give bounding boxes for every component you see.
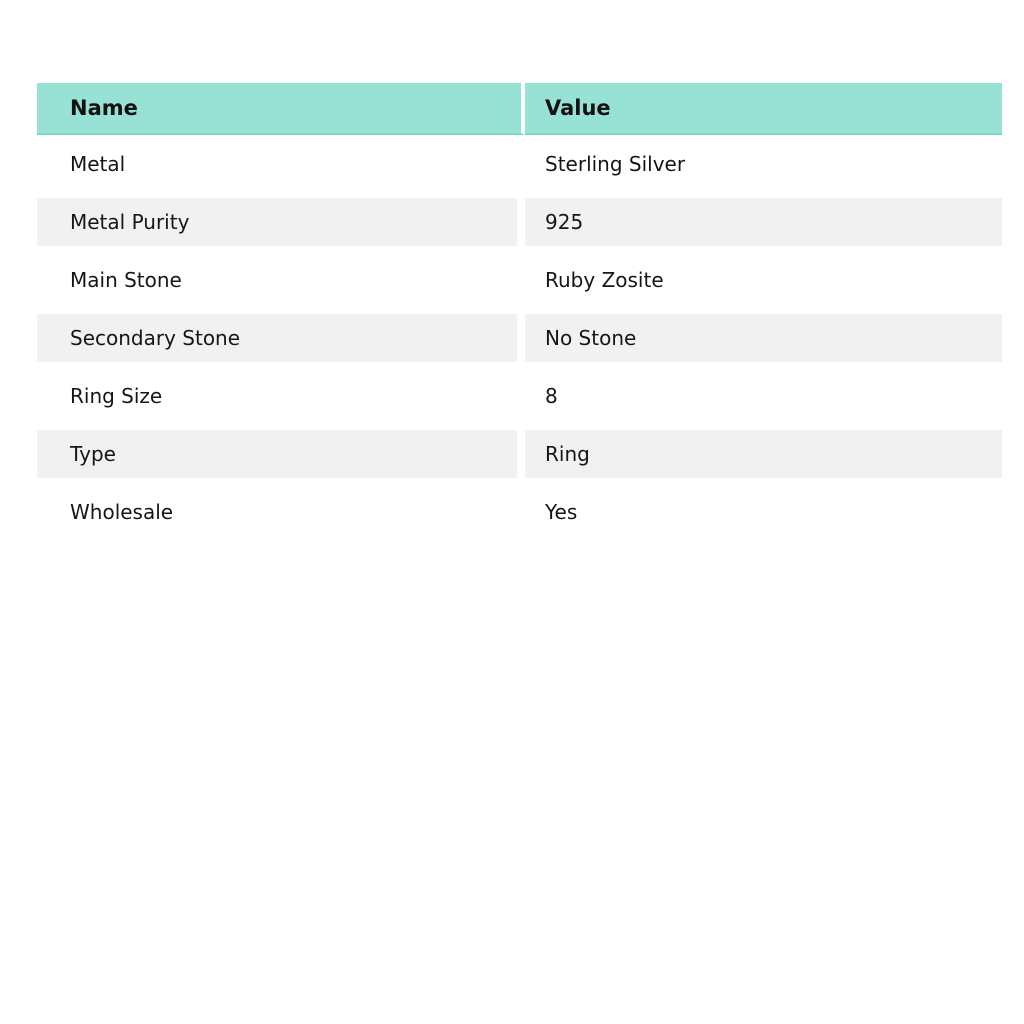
attribute-value-cell: Ring	[525, 425, 1002, 483]
attribute-name-cell: Ring Size	[37, 367, 525, 425]
table-row	[37, 367, 1002, 425]
table-row	[37, 425, 1002, 483]
attribute-value-cell: Sterling Silver	[525, 135, 1002, 193]
table-row	[37, 135, 1002, 193]
attribute-name-cell: Type	[37, 425, 525, 483]
attribute-name-cell: Main Stone	[37, 251, 525, 309]
attribute-value-cell: Yes	[525, 483, 1002, 541]
attribute-value-cell: 925	[525, 193, 1002, 251]
attribute-value-cell: Ruby Zosite	[525, 251, 1002, 309]
table-header	[37, 83, 1002, 135]
table-body	[37, 135, 1002, 541]
column-header-value: Value	[525, 83, 1002, 135]
table-row	[37, 309, 1002, 367]
column-header-name: Name	[37, 83, 525, 135]
table-row	[37, 193, 1002, 251]
attribute-value-cell: 8	[525, 367, 1002, 425]
table-row	[37, 251, 1002, 309]
attribute-name-cell: Metal Purity	[37, 193, 525, 251]
product-attributes-table	[37, 83, 1002, 541]
header-row	[37, 83, 1002, 135]
attribute-name-cell: Secondary Stone	[37, 309, 525, 367]
attribute-value-cell: No Stone	[525, 309, 1002, 367]
attribute-name-cell: Wholesale	[37, 483, 525, 541]
table-row	[37, 483, 1002, 541]
attribute-name-cell: Metal	[37, 135, 525, 193]
